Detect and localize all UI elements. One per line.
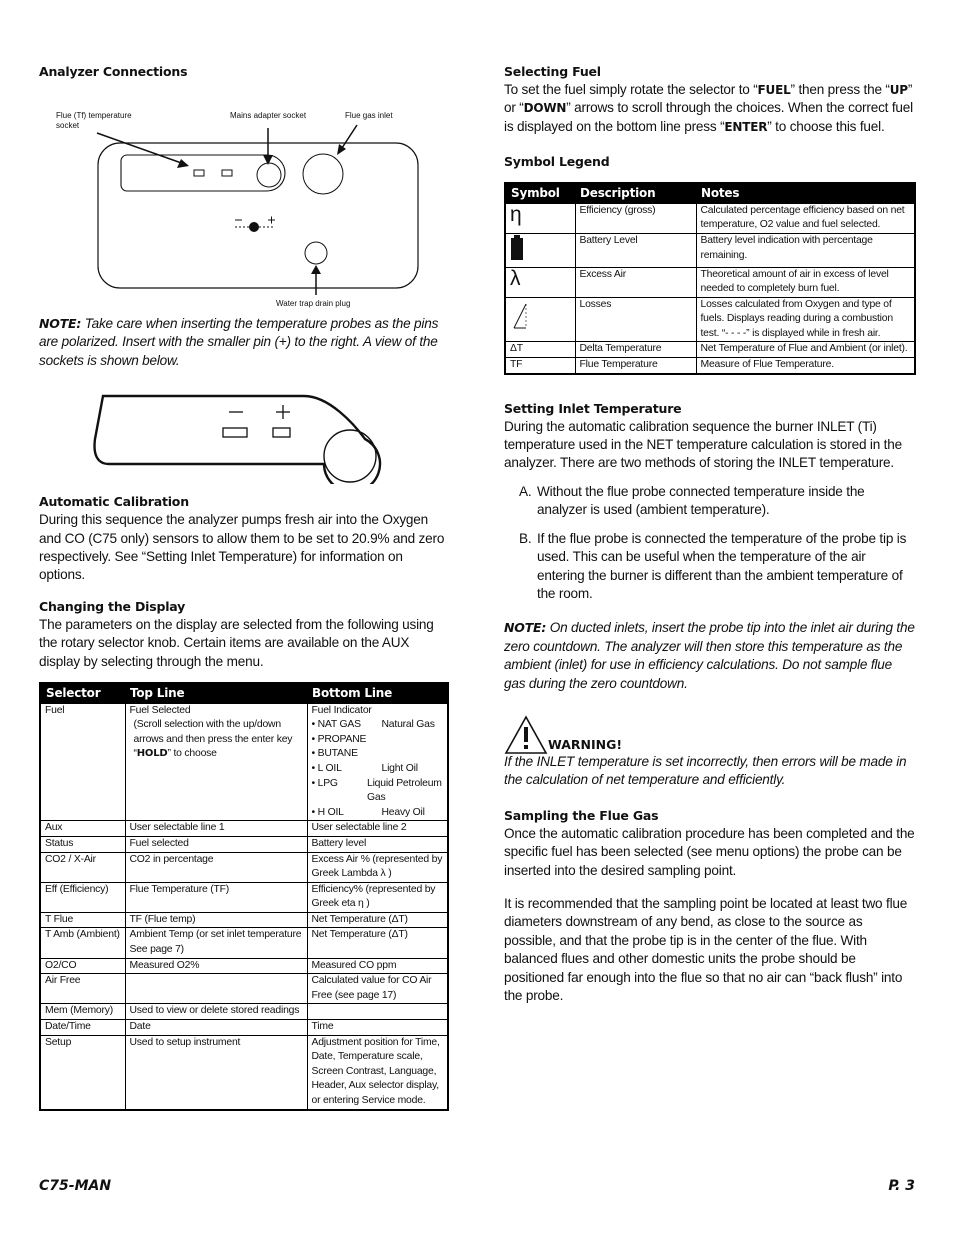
- fuel-top: Fuel Selected (Scroll selection with the up/down arrows and then press the enter key “HOLD” to choose: [125, 703, 307, 821]
- label-mains-socket: Mains adapter socket: [230, 111, 307, 120]
- table-row: Status Fuel selected Battery level: [40, 836, 448, 852]
- lambda-icon: λ: [510, 266, 521, 290]
- inlet-heading: Setting Inlet Temperature: [504, 400, 682, 416]
- flue-gas-inlet: [303, 154, 343, 194]
- table-row: ΔT Delta Temperature Net Temperature of Flue and Ambient (or inlet).: [505, 342, 915, 358]
- analyzer-heading: Analyzer Connections: [39, 64, 188, 79]
- inlet-option-b: B. If the flue probe is connected the temperature of the probe tip is used. This can be useful when the temperature of the air entering the burner is different than the ambient temperature of the room.: [519, 530, 907, 601]
- footer-doc-id: C75-MAN: [39, 1178, 112, 1194]
- right-column: [504, 64, 916, 1005]
- tf-symbol: TF: [505, 358, 575, 374]
- col-top-line: Top Line: [125, 683, 307, 703]
- fuel-selector: Fuel: [40, 703, 125, 821]
- sampling-heading: Sampling the Flue Gas: [504, 807, 659, 823]
- table-row: Eff (Efficiency) Flue Temperature (TF) Efficiency% (represented by Greek eta η ): [40, 882, 448, 912]
- table-row: Battery Level Battery level indication with percentage remaining.: [505, 233, 915, 267]
- col-bottom-line: Bottom Line: [307, 683, 448, 703]
- sampling-text-1: Once the automatic calibration procedure has been completed and the specific fuel has been selected (see menu options) the probe can be inserted into the desired sampling point.: [504, 825, 915, 878]
- footer-page-number: P. 3: [888, 1178, 915, 1194]
- table-row: O2/CO Measured O2% Measured CO ppm: [40, 958, 448, 974]
- analyzer-note: NOTE: Take care when inserting the temperature probes as the pins are polarized. Insert with the smaller pin (+) to the right. A view of the sockets is shown below.: [39, 316, 439, 368]
- analyzer-diagram: [39, 81, 449, 309]
- legend-heading: Symbol Legend: [504, 154, 610, 170]
- table-row: λ Excess Air Theoretical amount of air in excess of level needed to completely burn fuel.: [505, 267, 915, 297]
- auto-cal-heading: Automatic Calibration: [39, 494, 189, 510]
- inlet-text: During the automatic calibration sequence the burner INLET (Ti) temperature used in the NET temperature calculation is stored in the analyzer. There are two methods of storing the INLET temperature.: [504, 418, 902, 471]
- delta-t-symbol: ΔT: [505, 342, 575, 358]
- warning-icon: [504, 715, 548, 755]
- table-row: Aux User selectable line 1 User selectable line 2: [40, 821, 448, 837]
- eta-icon: η: [510, 202, 522, 226]
- fuel-text: To set the fuel simply rotate the selector to “FUEL” then press the “UP” or “DOWN” arrows to scroll through the choices. When the correct fuel is displayed on the bottom line press “ENTER” to choose this fuel.: [504, 82, 913, 134]
- label-flue-temp-socket: Flue (Tf) temperature socket: [56, 111, 132, 130]
- battery-icon: [510, 235, 524, 261]
- table-row: CO2 / X-Air CO2 in percentage Excess Air % (represented by Greek Lambda λ ): [40, 852, 448, 882]
- col-selector: Selector: [40, 683, 125, 703]
- table-row: Setup Used to setup instrument Adjustment position for Time, Date, Temperature scale, Screen Contrast, Language, Header, Aux selector display, or entering Service mode.: [40, 1035, 448, 1109]
- table-row: η Efficiency (gross) Calculated percentage efficiency based on net temperature, O2 value and fuel selected.: [505, 203, 915, 233]
- table-row: TF Flue Temperature Measure of Flue Temperature.: [505, 358, 915, 374]
- inlet-note: NOTE: On ducted inlets, insert the probe tip into the inlet air during the zero countdown. The analyzer will then store this temperature as the ambient (inlet) for use in efficiency calculations. Do not sample flue gas during the zero countdown.: [504, 620, 915, 691]
- warning-text: If the INLET temperature is set incorrectly, then errors will be made in the calculation of net temperature and efficiently.: [504, 753, 907, 788]
- warning-block: [504, 715, 916, 790]
- sampling-text-2: It is recommended that the sampling point be located at least two flue diameters downstream of any bend, as close to the source as possible, and that the probe tip is in the center of the flue. With balanced flues and other domestic units the probe should be positioned far enough into the flue so that no air can “back flush” into the probe.: [504, 895, 908, 1003]
- table-row: [40, 703, 448, 821]
- fuel-bottom: Fuel Indicator • NAT GAS Natural Gas • PROPANE • BUTANE • L OIL Light Oil • LPG Liquid Petroleum Gas • H OIL Heavy Oil: [307, 703, 448, 821]
- label-flue-gas-inlet: Flue gas inlet: [345, 111, 393, 120]
- display-table-header: [40, 683, 448, 703]
- table-row: T Amb (Ambient) Ambient Temp (or set inlet temperature See page 7) Net Temperature (ΔT): [40, 928, 448, 958]
- display-table: [39, 682, 449, 1111]
- table-row: Date/Time Date Time: [40, 1020, 448, 1036]
- fuel-heading: Selecting Fuel: [504, 64, 601, 79]
- socket-view-drawing: [39, 384, 449, 484]
- analyzer-body: [98, 143, 418, 288]
- socket-panel: [121, 155, 285, 191]
- display-heading: Changing the Display: [39, 598, 186, 614]
- legend-table: [504, 182, 916, 374]
- auto-cal-text: During this sequence the analyzer pumps fresh air into the Oxygen and CO (C75 only) sensors to allow them to be set to 20.9% and zero respectively. See “Setting Inlet Temperature) for information on options.: [39, 512, 445, 583]
- inlet-option-a: A. Without the flue probe connected temperature inside the analyzer is used (ambient temperature).: [519, 483, 865, 518]
- left-column: [39, 64, 449, 1111]
- mains-socket: [257, 163, 281, 187]
- table-row: T Flue TF (Flue temp) Net Temperature (ΔT): [40, 912, 448, 928]
- label-drain-plug: Water trap drain plug: [276, 299, 351, 308]
- table-row: Mem (Memory) Used to view or delete stored readings: [40, 1004, 448, 1020]
- display-text: The parameters on the display are selected from the following using the rotary selector knob. Certain items are available on the AUX display by selecting through the menu.: [39, 616, 434, 669]
- losses-icon: [510, 298, 530, 334]
- analyzer-drawing: [39, 81, 449, 309]
- warning-label: WARNING!: [548, 736, 623, 752]
- table-row: Losses Losses calculated from Oxygen and type of fuels. Displays reading during a combustion test. “- - - -” is displayed while in fresh air.: [505, 297, 915, 342]
- legend-table-header: Symbol Description Notes: [505, 183, 915, 203]
- table-row: Air Free Calculated value for CO Air Free (see page 17): [40, 974, 448, 1004]
- drain-plug: [305, 242, 327, 264]
